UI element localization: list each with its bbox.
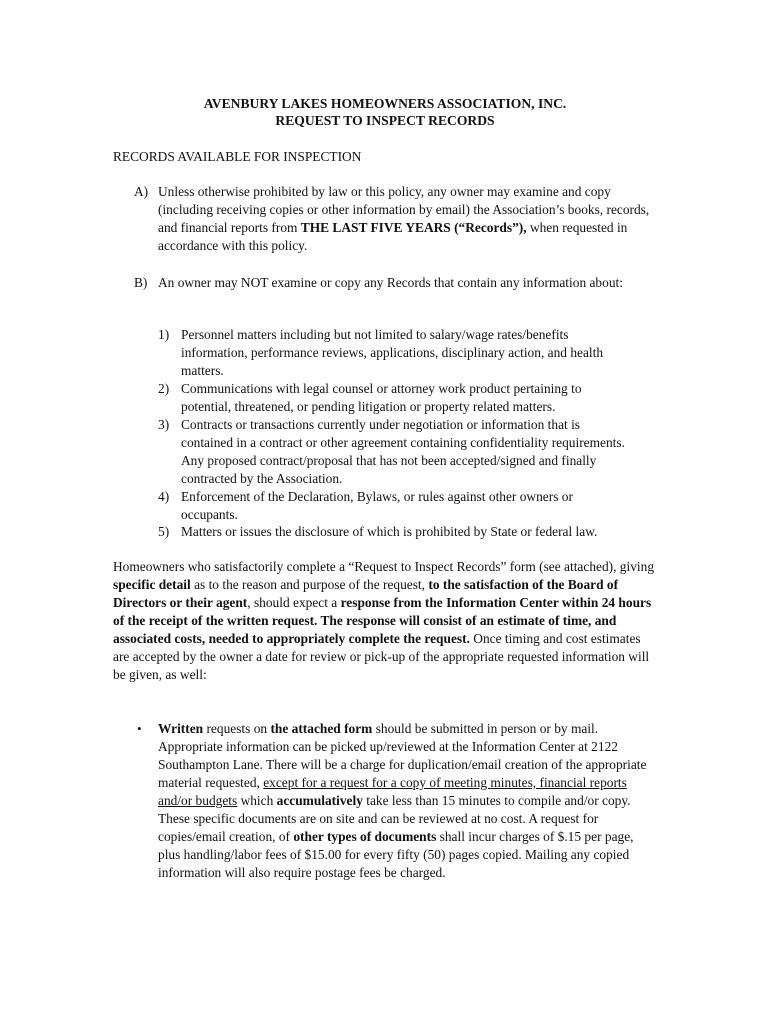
numbered-item-2-text: Communications with legal counsel or attorney work product pertaining to potential, threatened, or pending litigation or property related matters. [181, 381, 582, 414]
homeowners-text-1: Homeowners who satisfactorily complete a “Request to Inspect Records” form (see attached), giving [113, 559, 655, 574]
document-title-line-2: REQUEST TO INSPECT RECORDS [275, 113, 495, 128]
bullet-text-3: which [237, 793, 277, 808]
bullet-text-5: shall incur charges of $.15 per page, plus handling/labor fees of $15.00 for every fifty (50) pages copied. Mailing any copied information will also require postage fees be charged. [158, 829, 634, 880]
homeowners-text-2: as to the reason and purpose of the request, [190, 577, 429, 592]
bullet-text-2: should be submitted in person or by mail. Appropriate information can be picked up/reviewed at the Information Center at 2122 Southampton Lane. There will be a charge for duplication/email creation of the appropriate material requested, [158, 721, 647, 790]
bullet-bold-written: Written [158, 721, 204, 736]
numbered-item-3-marker: 3) [158, 417, 170, 432]
numbered-item-4-marker: 4) [158, 489, 170, 504]
item-b-text: An owner may NOT examine or copy any Records that contain any information about: [158, 275, 623, 290]
bullet-text-1: requests on [203, 721, 271, 736]
homeowners-text-3: , should expect a [247, 595, 341, 610]
item-a-text-part-2: when requested in accordance with this policy. [158, 220, 628, 253]
homeowners-bold-specific-detail: specific detail [113, 577, 191, 592]
bullet-item-text [158, 720, 658, 882]
homeowners-bold-response: response from the Information Center within 24 hours of the receipt of the written request. The response will consist of an estimate of time, and associated costs, needed to appropriately complete the request. [113, 595, 652, 646]
numbered-item-5-text: Matters or issues the disclosure of which is prohibited by State or federal law. [181, 524, 598, 539]
item-a-text-part-1: Unless otherwise prohibited by law or this policy, any owner may examine and copy (including receiving copies or other information by email) the Association’s books, records, and financial reports from [158, 184, 650, 235]
bullet-underlined-exception: except for a request for a copy of meeting minutes, financial reports and/or budgets [158, 775, 627, 808]
homeowners-text-4: Once timing and cost estimates are accepted by the owner a date for review or pick-up of the appropriate requested information will be given, as well: [113, 631, 650, 682]
section-heading: RECORDS AVAILABLE FOR INSPECTION [113, 149, 362, 164]
bullet-bold-accumulatively: accumulatively [276, 793, 363, 808]
bullet-bold-other-documents: other types of documents [293, 829, 437, 844]
numbered-item-5-marker: 5) [158, 524, 170, 539]
homeowners-paragraph [113, 558, 658, 684]
item-b-marker: B) [134, 275, 148, 290]
item-a-marker: A) [134, 184, 149, 199]
numbered-item-1-marker: 1) [158, 327, 170, 342]
bullet-bold-attached-form: the attached form [270, 721, 373, 736]
document-title-line-1: AVENBURY LAKES HOMEOWNERS ASSOCIATION, INC. [203, 96, 567, 111]
numbered-item-1-text: Personnel matters including but not limited to salary/wage rates/benefits information, performance reviews, applications, disciplinary action, and health matters. [181, 327, 604, 378]
item-a-text [158, 183, 655, 255]
numbered-item-2-marker: 2) [158, 381, 170, 396]
homeowners-bold-board-satisfaction: to the satisfaction of the Board of Directors or their agent [113, 577, 619, 610]
numbered-item-3-text: Contracts or transactions currently under negotiation or information that is contained in a contract or other agreement containing confidentiality requirements. Any proposed contract/proposal that has not been accepted/signed and finally contracted by the Association. [181, 417, 625, 486]
item-a-bold-records: THE LAST FIVE YEARS (“Records”), [300, 220, 527, 235]
bullet-text-4: take less than 15 minutes to compile and/or copy. These specific documents are on site and can be reviewed at no cost. A request for copies/email creation, of [158, 793, 631, 844]
numbered-item-4-text: Enforcement of the Declaration, Bylaws, or rules against other owners or occupants. [181, 489, 573, 522]
bullet-symbol: • [137, 721, 142, 736]
